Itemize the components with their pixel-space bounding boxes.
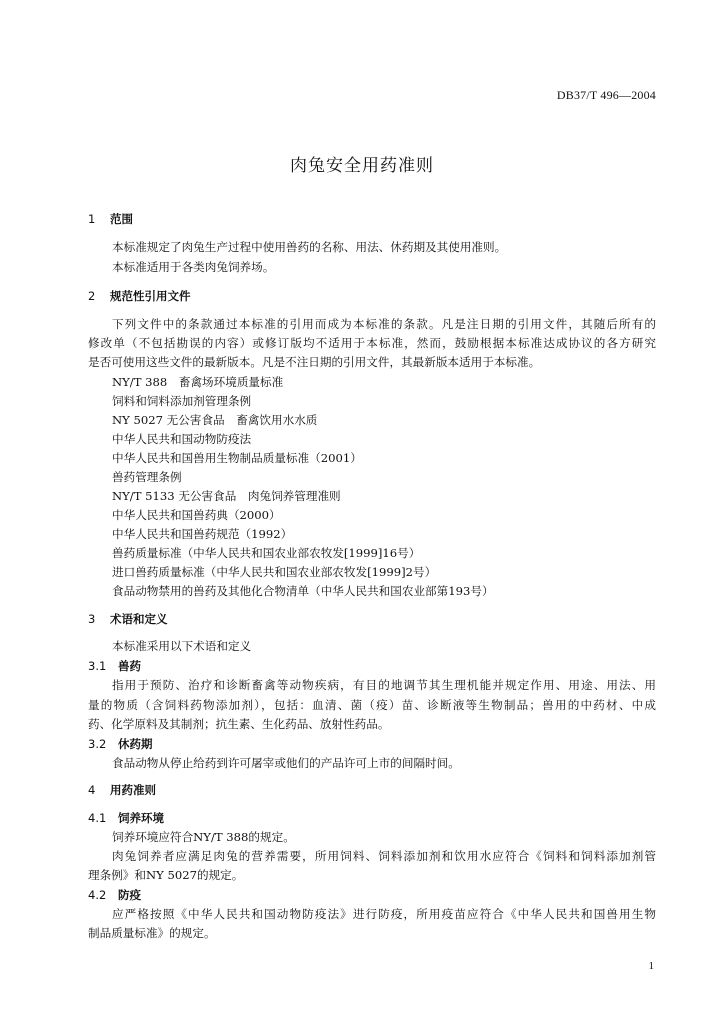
section-title: 术语和定义 (110, 612, 168, 626)
paragraph-line: 指用于预防、治疗和诊断畜禽等动物疾病，有目的地调节其生理机能并规定作用、用途、用法、用 (112, 678, 656, 692)
reference-item: 中华人民共和国兽药规范（1992） (112, 527, 293, 541)
paragraph-line: 药、化学原料及其制剂；抗生素、生化药品、放射性药品。 (88, 717, 390, 731)
paragraph: 本标准采用以下术语和定义 (112, 639, 252, 653)
reference-item: 饲料和饲料添加剂管理条例 (112, 394, 252, 408)
section-number: 2 (88, 289, 96, 303)
paragraph-line: 修改单（不包括勘误的内容）或修订版均不适用于本标准，然而，鼓励根据本标准达成协议的各方研究 (88, 336, 656, 350)
reference-item: 食品动物禁用的兽药及其他化合物清单（中华人民共和国农业部第193号） (112, 584, 494, 598)
section-title: 用药准则 (110, 783, 156, 797)
subsection-4-2-heading (88, 887, 141, 903)
reference-item: 兽药管理条例 (112, 470, 182, 484)
paragraph-line: 制品质量标准》的规定。 (88, 926, 216, 940)
subsection-number: 4.2 (88, 888, 107, 902)
page-number: 1 (648, 960, 654, 972)
section-2-heading (88, 288, 191, 304)
section-number: 4 (88, 783, 96, 797)
section-title: 范围 (110, 212, 133, 226)
section-number: 3 (88, 612, 96, 626)
paragraph: 本标准适用于各类肉兔饲养场。 (112, 260, 275, 274)
subsection-number: 4.1 (88, 811, 107, 825)
reference-item: 中华人民共和国兽药典（2000） (112, 508, 281, 522)
subsection-number: 3.2 (88, 737, 107, 751)
paragraph-line: 理条例》和NY 5027的规定。 (88, 868, 244, 882)
section-1-heading (88, 211, 133, 227)
reference-item: NY/T 388 畜禽场环境质量标准 (112, 375, 284, 389)
document-title: 肉兔安全用药准则 (290, 156, 434, 176)
subsection-3-1-heading (88, 658, 141, 674)
subsection-3-2-heading (88, 736, 153, 752)
subsection-4-1-heading (88, 810, 164, 826)
paragraph-line: 肉兔饲养者应满足肉兔的营养需要，所用饲料、饲料添加剂和饮用水应符合《饲料和饲料添加剂管 (112, 849, 656, 863)
reference-item: 中华人民共和国动物防疫法 (112, 432, 252, 446)
paragraph-line: 应严格按照《中华人民共和国动物防疫法》进行防疫，所用疫苗应符合《中华人民共和国兽用生物 (112, 907, 656, 921)
paragraph: 饲养环境应符合NY/T 388的规定。 (112, 830, 295, 844)
section-title: 规范性引用文件 (110, 289, 191, 303)
reference-item: NY/T 5133 无公害食品 肉兔饲养管理准则 (112, 489, 341, 503)
section-3-heading (88, 611, 168, 627)
reference-item: 中华人民共和国兽用生物制品质量标准（2001） (112, 451, 362, 465)
subsection-number: 3.1 (88, 659, 107, 673)
reference-item: NY 5027 无公害食品 畜禽饮用水水质 (112, 413, 318, 427)
paragraph: 食品动物从停止给药到许可屠宰或他们的产品许可上市的间隔时间。 (112, 756, 460, 770)
subsection-title: 休药期 (118, 737, 153, 751)
section-4-heading (88, 782, 156, 798)
section-number: 1 (88, 212, 96, 226)
reference-item: 兽药质量标准（中华人民共和国农业部农牧发[1999]16号） (112, 546, 421, 560)
paragraph-line: 是否可使用这些文件的最新版本。凡是不注日期的引用文件，其最新版本适用于本标准。 (88, 355, 541, 369)
subsection-title: 兽药 (118, 659, 141, 673)
paragraph-line: 下列文件中的条款通过本标准的引用而成为本标准的条款。凡是注日期的引用文件，其随后所有的 (112, 317, 656, 331)
document-code: DB37/T 496—2004 (556, 88, 656, 102)
paragraph-line: 量的物质（含饲料药物添加剂），包括：血清、菌（疫）苗、诊断液等生物制品；兽用的中药材、中成 (88, 698, 656, 712)
subsection-title: 饲养环境 (118, 811, 164, 825)
reference-item: 进口兽药质量标准（中华人民共和国农业部农牧发[1999]2号） (112, 565, 437, 579)
subsection-title: 防疫 (118, 888, 141, 902)
paragraph: 本标准规定了肉兔生产过程中使用兽药的名称、用法、休药期及其使用准则。 (112, 240, 507, 254)
